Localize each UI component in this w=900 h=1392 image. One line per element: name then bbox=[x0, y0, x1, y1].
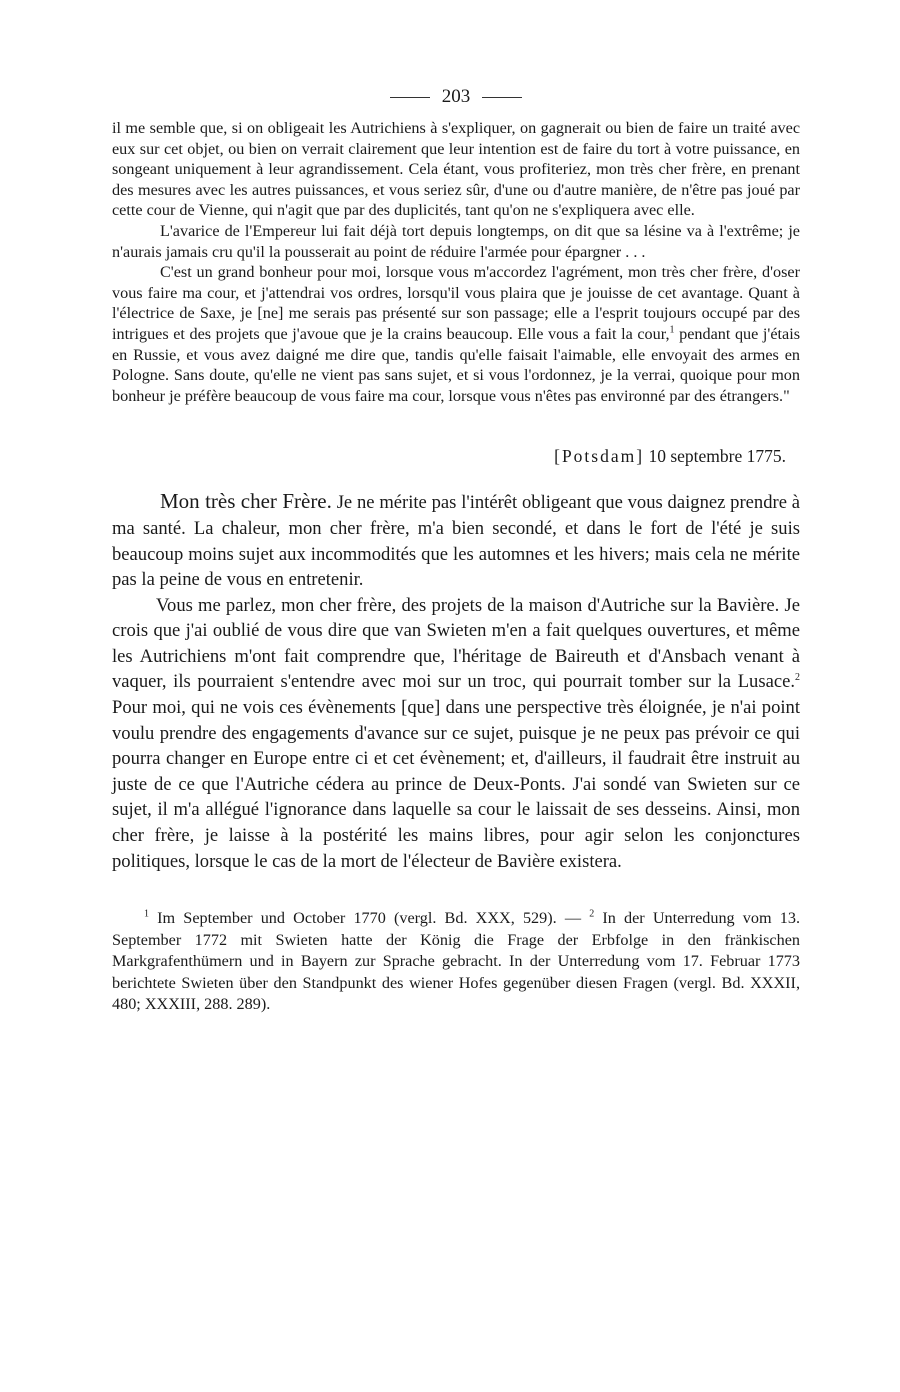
header-rule-right bbox=[482, 97, 522, 98]
paragraph-text: pendant que j'étais en Russie, et vous avez daigné me dire que, tandis qu'elle faisait l'aimable, elle envoyait des armes en Pologne. Sans doute, qu'elle ne vient pas sans sujet, et si vous l'ordonnez, je la verrai, quoique pour mon bonheur je préfère beaucoup de vous faire ma cour, lorsque vous n'êtes pas environné par des étrangers." bbox=[112, 324, 800, 405]
page-header bbox=[112, 84, 800, 110]
footnote-marker: 1 bbox=[669, 324, 675, 336]
page-number: 203 bbox=[441, 86, 471, 107]
paragraph: L'avarice de l'Empereur lui fait déjà tort depuis longtemps, on dit que sa lésine va à l'extrême; je n'aurais jamais cru qu'il la pousserait au point de réduire l'armée pour épargner . . . bbox=[112, 221, 800, 261]
letter-dateline bbox=[112, 446, 800, 467]
footnote-text bbox=[112, 908, 800, 1016]
footnote-number: 1 bbox=[144, 908, 149, 920]
previous-letter-text bbox=[112, 118, 800, 406]
page bbox=[112, 84, 800, 1016]
footnote-marker: 2 bbox=[795, 672, 800, 684]
letter-body bbox=[112, 489, 800, 874]
paragraph bbox=[112, 489, 800, 592]
paragraph-text: Je ne mérite pas l'intérêt obligeant que vous daignez prendre à ma santé. La chaleur, mon cher frère, m'a bien secondé, et dans le fort de l'été je suis beaucoup moins sujet aux incommodités que les automnes et les hivers; mais cela ne mérite pas la peine de vous en entretenir. bbox=[112, 492, 800, 591]
header-rule-left bbox=[390, 97, 430, 98]
dateline-place: [Potsdam] bbox=[554, 446, 645, 467]
paragraph: il me semble que, si on obligeait les Autrichiens à s'expliquer, on gagnerait ou bien de faire un traité avec eux sur cet objet, ou bien on verrait clairement que leur intention est de faire du tort à votre puissance, en songeant uniquement à leur agrandissement. Cela étant, vous profiteriez, mon très cher frère, en prenant des mesures avec les autres puissances, et vous seriez sûr, d'une ou d'autre manière, de n'être pas joué par cette cour de Vienne, qui n'agit que par des duplicités, tant qu'on ne s'expliquera avec elle. bbox=[112, 119, 800, 220]
footnote-2: In der Unterredung vom 13. September 1772 mit Swieten hatte der König die Frage der Erbfolge in den fränkischen Markgrafenthümern und in Bayern zur Sprache gebracht. In der Unterredung vom 17. Februar 1773 berichtete Swieten über den Standpunkt des wiener Hofes gegenüber diesen Fragen (vergl. Bd. XXXII, 480; XXXIII, 288. 289). bbox=[112, 909, 800, 1014]
footnotes bbox=[112, 908, 800, 1016]
letter-salutation: Mon très cher Frère. bbox=[160, 489, 332, 514]
footnote-1: Im September und October 1770 (vergl. Bd. XXX, 529). — bbox=[149, 909, 590, 928]
paragraph-text: C'est un grand bonheur pour moi, lorsque vous m'accordez l'agrément, mon très cher frère, d'oser vous faire ma cour, et j'attendrai vos ordres, lorsqu'il vous plaira que je jouisse de cet avantage. Quant à l'électrice de Saxe, je [ne] me serais pas présenté sur son passage; elle a l'esprit toujours occupé par des intrigues et des projets que j'avoue que je la crains beaucoup. Elle vous a fait la cour, bbox=[112, 263, 800, 343]
paragraph-text: Pour moi, qui ne vois ces évènements [que] dans une perspective très éloignée, je n'ai point voulu prendre des engagements d'avance sur ce sujet, puisque je ne peux pas prévoir ce qui pourra changer en Europe entre ci et cet évènement; et, d'ailleurs, il faudrait être instruit au juste de ce que l'Autriche cédera au prince de Deux-Ponts. J'ai sondé van Swieten sur ce sujet, il m'a allégué l'ignorance dans laquelle sa cour le laissait de ses desseins. Ainsi, mon cher frère, je laisse à la postérité les mains libres, pour agir selon les conjonctures politiques, lorsque le cas de la mort de l'électeur de Bavière existera. bbox=[112, 697, 800, 872]
dateline-date: 10 septembre 1775. bbox=[644, 446, 786, 467]
footnote-number: 2 bbox=[589, 908, 595, 920]
paragraph-text: Vous me parlez, mon cher frère, des projets de la maison d'Autriche sur la Bavière. Je crois que j'ai oublié de vous dire que van Swieten m'en a fait quelques ouvertures, et même les Autrichiens m'ont fait comprendre que, l'héritage de Baireuth et d'Ansbach venant à vaquer, ils pourraient s'entendre avec moi sur un troc, qui pourrait tomber sur la Lusace. bbox=[112, 594, 800, 693]
paragraph bbox=[112, 593, 800, 875]
paragraph bbox=[112, 262, 800, 406]
